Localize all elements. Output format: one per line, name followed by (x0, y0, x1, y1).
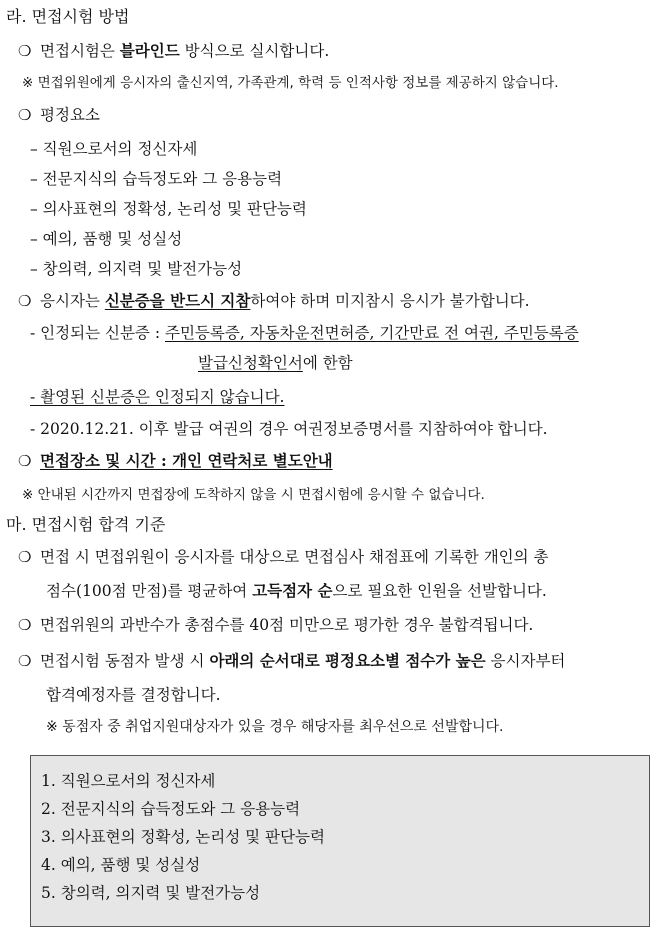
venue-time-item: ❍ 면접장소 및 시간 : 개인 연락처로 별도안내 (18, 451, 333, 470)
order-item: 5. 창의력, 의지력 및 발전가능성 (41, 884, 261, 902)
criteria-item: – 직원으로서의 정신자세 (30, 140, 198, 158)
criteria-item: – 의사표현의 정확성, 논리성 및 판단능력 (30, 200, 307, 218)
order-item: 2. 전문지식의 습득정도와 그 응용능력 (41, 800, 301, 818)
pass-criteria-item-1-cont: 점수(100점 만점)를 평균하여 고득점자 순으로 필요한 인원을 선발합니다. (46, 581, 547, 600)
tiebreak-order-box (30, 755, 650, 927)
photo-id-note: - 촬영된 신분증은 인정되지 않습니다. (30, 388, 285, 406)
id-required-item: ❍ 응시자는 신분증을 반드시 지참하여야 하며 미지참시 응시가 불가합니다. (18, 291, 530, 310)
blind-interview-item: ❍ 면접시험은 블라인드 방식으로 실시합니다. (18, 41, 330, 60)
circle-bullet-icon: ❍ (18, 616, 32, 634)
criteria-item: – 창의력, 의지력 및 발전가능성 (30, 260, 243, 278)
section-ra-heading: 라. 면접시험 방법 (6, 7, 130, 26)
order-item: 3. 의사표현의 정확성, 논리성 및 판단능력 (41, 828, 325, 846)
accepted-id-line-2: 발급신청확인서에 한함 (198, 354, 353, 372)
accepted-id-line-1: - 인정되는 신분증 : 주민등록증, 자동차운전면허증, 기간만료 전 여권, 주민등록증 (30, 324, 579, 342)
criteria-item: – 예의, 품행 및 성실성 (30, 230, 183, 248)
section-ma-heading: 마. 면접시험 합격 기준 (6, 515, 166, 534)
priority-note: ※ 동점자 중 취업지원대상자가 있을 경우 해당자를 최우선으로 선발합니다. (46, 719, 504, 735)
personal-info-note: ※ 면접위원에게 응시자의 출신지역, 가족관계, 학력 등 인적사항 정보를 제공하지 않습니다. (22, 75, 559, 91)
order-item: 1. 직원으로서의 정신자세 (41, 772, 216, 790)
circle-bullet-icon: ❍ (18, 106, 32, 124)
circle-bullet-icon: ❍ (18, 42, 32, 60)
circle-bullet-icon: ❍ (18, 652, 32, 670)
order-item: 4. 예의, 품행 및 성실성 (41, 856, 201, 874)
criteria-heading: ❍ 평정요소 (18, 106, 100, 124)
criteria-item: – 전문지식의 습득정도와 그 응용능력 (30, 170, 283, 188)
pass-criteria-item-1: ❍ 면접 시 면접위원이 응시자를 대상으로 면접심사 채점표에 기록한 개인의 총 (18, 548, 549, 566)
pass-criteria-item-2: ❍ 면접위원의 과반수가 총점수를 40점 미만으로 평가한 경우 불합격됩니다. (18, 616, 534, 634)
circle-bullet-icon: ❍ (18, 452, 32, 470)
passport-note: - 2020.12.21. 이후 발급 여권의 경우 여권정보증명서를 지참하여야 합니다. (30, 420, 548, 438)
circle-bullet-icon: ❍ (18, 548, 32, 566)
late-arrival-note: ※ 안내된 시간까지 면접장에 도착하지 않을 시 면접시험에 응시할 수 없습니다. (22, 487, 485, 503)
pass-criteria-item-3: ❍ 면접시험 동점자 발생 시 아래의 순서대로 평정요소별 점수가 높은 응시자부터 (18, 651, 566, 670)
pass-criteria-item-3-cont: 합격예정자를 결정합니다. (46, 686, 221, 704)
circle-bullet-icon: ❍ (18, 292, 32, 310)
